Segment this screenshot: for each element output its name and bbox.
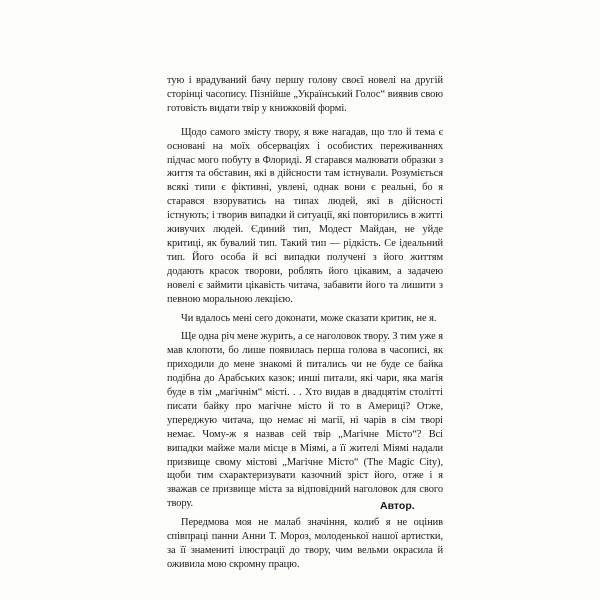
paragraph-2: Щодо самого змісту твору, я вже нагадав, що тло й тема є основані на моїх обсерваціях і особистих переживаннях підчас мого побуту в Флориді. Я старався малювати образки з життя та обставин, які в дійсности там істнували. Розуміється всякі типи є фіктивні, увлені, однак вони є реальні, бо я старався взоруватись на типах людей, які в дійсності істнують; і творив випадки й ситуації, які повторились в житті живучих людей. Єдиний тип, Модест Майдан, не уйде критиці, як бувалий тип. Такий тип — рідкість. Се ідеальний тип. Його особа й всі випадки получені з його життям додають красок творови, роблять його цікавим, а задачею новелі є займити цікавість читача, забавити його та лишити з певною моральною лекцією. bbox=[167, 126, 443, 305]
author-signature: Автор. bbox=[380, 500, 415, 512]
paragraph-1: тую і врадуваний бачу першу голову своєї новелі на другій сторінці часопису. Пізнійше „Український Голос“ виявив свою готовість видати твір у книжковій формі. bbox=[167, 75, 443, 114]
paragraph-4: Ще одна річ мене журить, а се наголовок твору. З тим уже я мав клопоти, бо лише появилась перша голова в часописі, як приходили до мене знакомі й питались чи не буде се байка подібна до Арабських казок; инші питали, які чари, яка магія буде в тім „магічнім“ місті. . . Хто видав в двадцятім столітті писати байку про магічне місто й то в Америці? Отже, упереджую читача, що немає ні магії, ні чарів в сім творі немає. Чому-ж я назвав сей твір „Магічне Місто“? Всі випадки майже мали місце в Міямі, а її жителі Міямі надали призвище свому містові „Магічне Місто“ (The Magic City), щоби тим схарактеризувати казочний зріст його, отже і я зважав се призвище міста за відповідний наголовок для свого твору. bbox=[167, 331, 443, 510]
paragraph-5: Передмова моя не малаб значіння, колиб я не оцінив співпраці панни Анни Т. Мороз, молоденької нашої артистки, за її знамениті ілюстрації до твору, чим вельми окрасила й оживила мою скромну працю. bbox=[167, 517, 443, 570]
paragraph-3: Чи вдалось мені сего доконати, може сказати критик, не я. bbox=[181, 312, 437, 324]
